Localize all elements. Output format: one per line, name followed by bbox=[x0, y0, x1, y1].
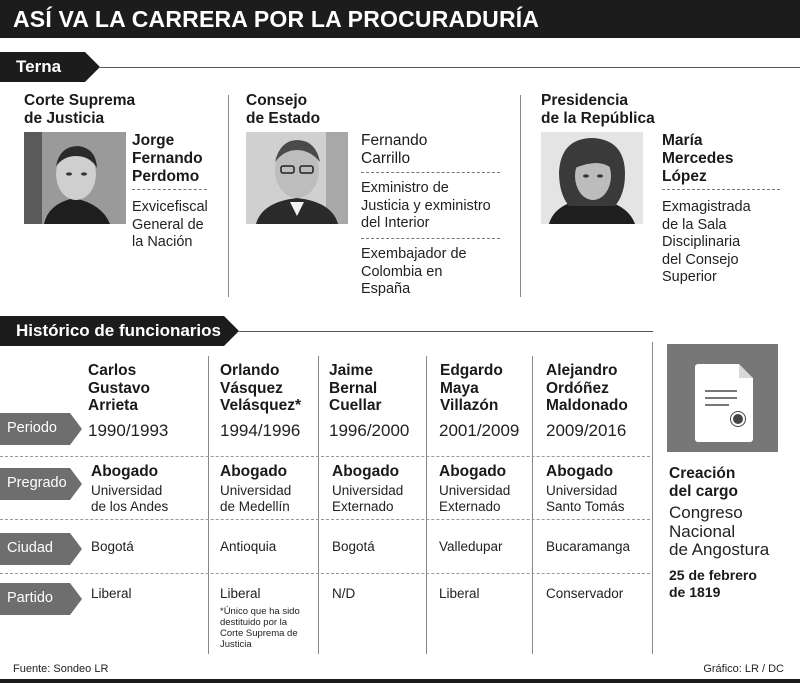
official-2-period: 1994/1996 bbox=[220, 421, 301, 440]
row-label-ciudad: Ciudad bbox=[0, 533, 70, 565]
official-1-university: Universidad de los Andes bbox=[91, 483, 169, 514]
row-separator-3 bbox=[0, 573, 650, 574]
historico-label: Histórico de funcionarios bbox=[16, 321, 221, 340]
official-5-degree: Abogado bbox=[546, 463, 614, 480]
candidate-1-description: Exvicefiscal General de la Nación bbox=[132, 199, 208, 250]
creacion-divider bbox=[652, 342, 653, 654]
candidate-3-photo bbox=[541, 132, 643, 224]
official-3-degree: Abogado bbox=[332, 463, 400, 480]
source-note: Fuente: Sondeo LR bbox=[13, 663, 109, 675]
candidate-2-institution: Consejo de Estado bbox=[246, 92, 321, 127]
official-column-divider-1 bbox=[208, 356, 209, 654]
candidate-3-description: Exmagistrada de la Sala Disciplinaria del Consejo Superior bbox=[662, 199, 751, 285]
official-2-degree: Abogado bbox=[220, 463, 288, 480]
document-page bbox=[695, 364, 753, 442]
historico-tag bbox=[0, 316, 224, 346]
candidate-3-institution: Presidencia de la República bbox=[541, 92, 655, 127]
official-2-party: Liberal bbox=[220, 586, 261, 601]
official-3-city: Bogotá bbox=[332, 539, 375, 554]
official-column-divider-4 bbox=[532, 356, 533, 654]
candidate-3-divider bbox=[662, 189, 780, 190]
seal-icon bbox=[731, 412, 745, 426]
candidate-2-description-1: Exministro de Justicia y exministro del Interior bbox=[361, 180, 491, 231]
creacion-date: 25 de febrero de 1819 bbox=[669, 567, 757, 600]
row-label-periodo: Periodo bbox=[0, 413, 70, 445]
historico-divider bbox=[239, 331, 653, 332]
terna-tag bbox=[0, 52, 85, 82]
row-separator-1 bbox=[0, 456, 650, 457]
credit-note: Gráfico: LR / DC bbox=[703, 663, 784, 675]
official-5-city: Bucaramanga bbox=[546, 539, 631, 554]
official-3-party: N/D bbox=[332, 586, 356, 601]
official-4-university: Universidad Externado bbox=[439, 483, 511, 514]
official-2-university: Universidad de Medellín bbox=[220, 483, 292, 514]
official-2-city: Antioquia bbox=[220, 539, 277, 554]
terna-divider bbox=[100, 67, 800, 68]
official-column-divider-2 bbox=[318, 356, 319, 654]
candidate-1-institution: Corte Suprema de Justicia bbox=[24, 92, 136, 127]
candidate-2-description-2: Exembajador de Colombia en España bbox=[361, 246, 467, 297]
official-5-period: 2009/2016 bbox=[546, 421, 627, 440]
candidate-2-photo bbox=[246, 132, 348, 224]
row-label-partido: Partido bbox=[0, 583, 70, 615]
official-1-name: Carlos Gustavo Arrieta bbox=[88, 362, 151, 414]
official-4-name: Edgardo Maya Villazón bbox=[440, 362, 503, 414]
official-4-party: Liberal bbox=[439, 586, 480, 601]
candidate-1-name: Jorge Fernando Perdomo bbox=[132, 132, 203, 185]
official-4-degree: Abogado bbox=[439, 463, 507, 480]
terna-column-divider bbox=[228, 95, 229, 297]
bottom-bar bbox=[0, 679, 800, 683]
title-bar bbox=[0, 0, 800, 38]
official-1-period: 1990/1993 bbox=[88, 421, 169, 440]
official-1-city: Bogotá bbox=[91, 539, 134, 554]
official-3-university: Universidad Externado bbox=[332, 483, 404, 514]
official-5-university: Universidad Santo Tomás bbox=[546, 483, 625, 514]
candidate-2-divider-2 bbox=[361, 238, 500, 239]
certificate-document-icon bbox=[667, 344, 778, 452]
official-4-city: Valledupar bbox=[439, 539, 503, 554]
candidate-3-name: María Mercedes López bbox=[662, 132, 734, 185]
page-title: ASÍ VA LA CARRERA POR LA PROCURADURÍA bbox=[13, 6, 540, 32]
official-column-divider-3 bbox=[426, 356, 427, 654]
official-1-party: Liberal bbox=[91, 586, 132, 601]
official-3-period: 1996/2000 bbox=[329, 421, 410, 440]
candidate-2-divider-1 bbox=[361, 172, 500, 173]
official-5-party: Conservador bbox=[546, 586, 624, 601]
row-label-pregrado: Pregrado bbox=[0, 468, 70, 500]
candidate-2-name: Fernando Carrillo bbox=[361, 132, 428, 167]
terna-column-divider-2 bbox=[520, 95, 521, 297]
official-1-degree: Abogado bbox=[91, 463, 159, 480]
official-2-name: Orlando Vásquez Velásquez* bbox=[220, 362, 301, 414]
candidate-1-divider bbox=[132, 189, 207, 190]
official-3-name: Jaime Bernal Cuellar bbox=[329, 362, 382, 414]
official-5-name: Alejandro Ordóñez Maldonado bbox=[546, 362, 628, 414]
official-4-period: 2001/2009 bbox=[439, 421, 520, 440]
creacion-heading: Creación del cargo bbox=[669, 465, 738, 500]
candidate-1-photo bbox=[24, 132, 126, 224]
row-separator-2 bbox=[0, 519, 650, 520]
official-2-footnote: *Único que ha sido destituido por la Corte Suprema de Justicia bbox=[220, 606, 300, 650]
terna-label: Terna bbox=[16, 57, 62, 76]
creacion-body: Congreso Nacional de Angostura bbox=[669, 503, 770, 559]
